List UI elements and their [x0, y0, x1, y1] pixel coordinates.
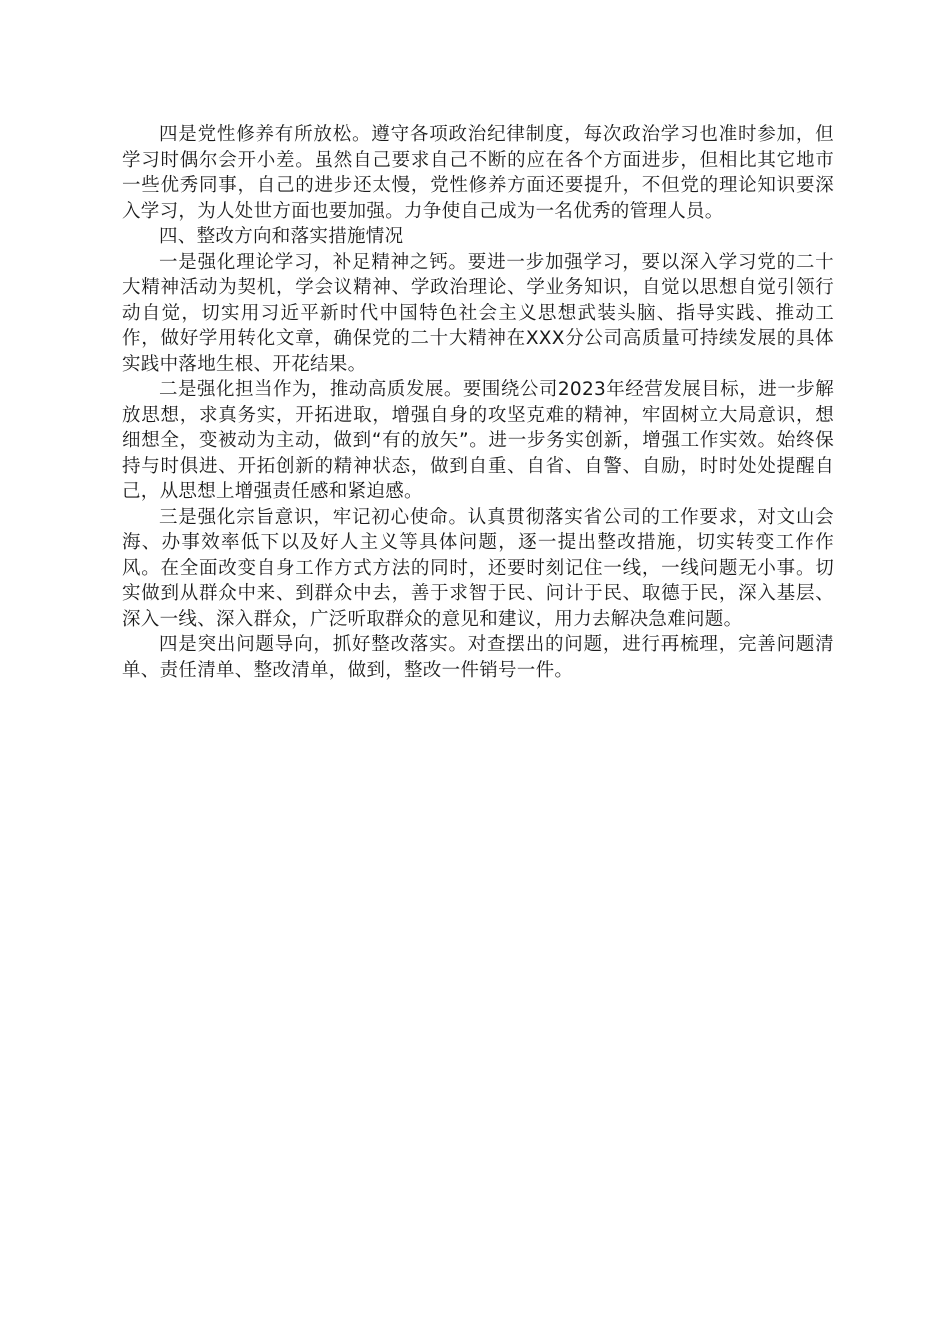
paragraph-purpose-awareness: 三是强化宗旨意识，牢记初心使命。认真贯彻落实省公司的工作要求，对文山会海、办事效率低下以及好人主义等具体问题，逐一提出整改措施，切实转变工作作风。在全面改变自身工作方式方法的同时，还要时刻记住一线，一线问题无小事。切实做到从群众中来、到群众中去，善于求智于民、问计于民、取德于民，深入基层、深入一线、深入群众，广泛听取群众的意见和建议，用力去解决急难问题。 — [122, 506, 834, 630]
paragraph-responsibility: 二是强化担当作为，推动高质发展。要围绕公司2023年经营发展目标，进一步解放思想，求真务实，开拓进取，增强自身的攻坚克难的精神，牢固树立大局意识，想细想全，变被动为主动，做到“有的放矢”。进一步务实创新，增强工作实效。始终保持与时俱进、开拓创新的精神状态，做到自重、自省、自警、自励，时时处处提醒自己，从思想上增强责任感和紧迫感。 — [122, 379, 834, 502]
paragraph-problem-oriented: 四是突出问题导向，抓好整改落实。对查摆出的问题，进行再梳理，完善问题清单、责任清单、整改清单，做到，整改一件销号一件。 — [122, 634, 834, 681]
paragraph-theory-study: 一是强化理论学习，补足精神之钙。要进一步加强学习，要以深入学习党的二十大精神活动为契机，学会议精神、学政治理论、学业务知识，自觉以思想自觉引领行动自觉，切实用习近平新时代中国特色社会主义思想武装头脑、指导实践、推动工作，做好学用转化文章，确保党的二十大精神在XXX分公司高质量可持续发展的具体实践中落地生根、开花结果。 — [122, 251, 834, 375]
paragraph-party-spirit: 四是党性修养有所放松。遵守各项政治纪律制度，每次政治学习也准时参加，但学习时偶尔会开小差。虽然自己要求自己不断的应在各个方面进步，但相比其它地市一些优秀同事，自己的进步还太慢，党性修养方面还要提升，不但党的理论知识要深入学习，为人处世方面也要加强。力争使自己成为一名优秀的管理人员。 — [122, 124, 834, 222]
document-body — [122, 122, 834, 683]
section-heading-rectification: 四、整改方向和落实措施情况 — [159, 226, 404, 247]
